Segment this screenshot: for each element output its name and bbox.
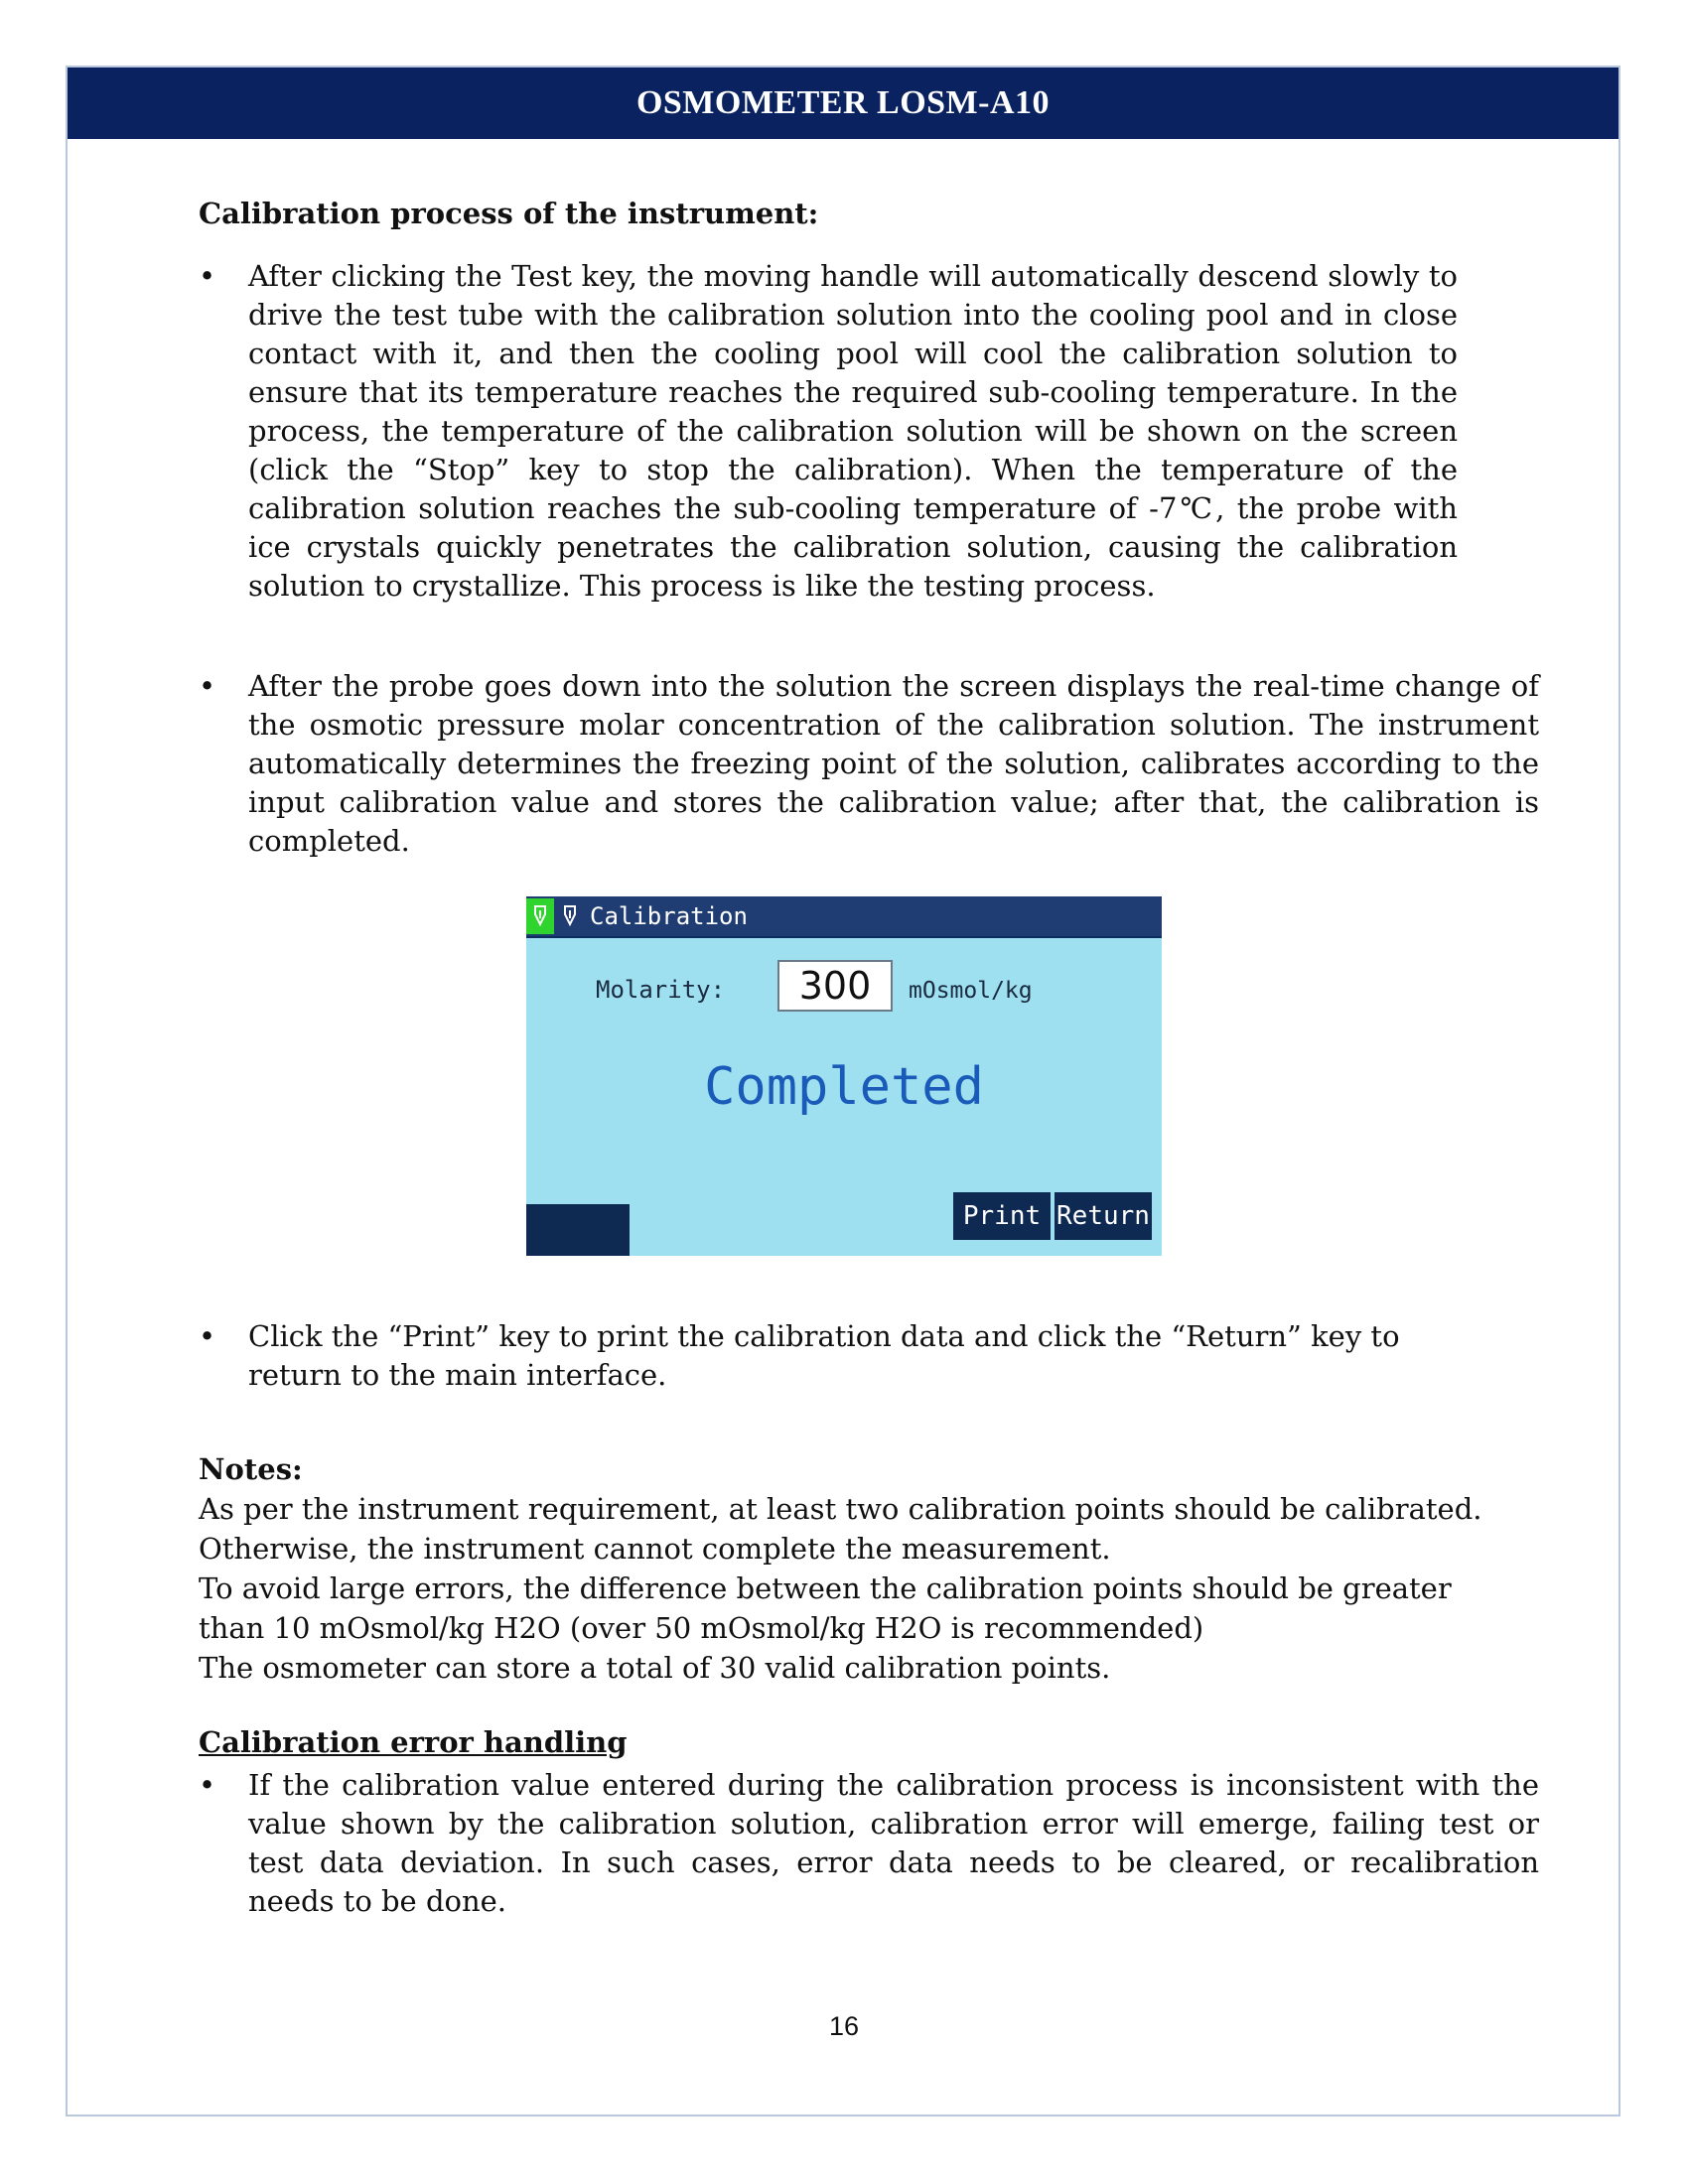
screen-title: Calibration: [590, 902, 748, 931]
probe-active-icon: [526, 898, 554, 934]
bullet-text: After the probe goes down into the solution the screen displays the real-time change of the osmotic pressure molar concentration of the calibration solution. The instrument automatically determines the freezing point of the solution, calibrates according to the input calibration value and stores the calibration value; after that, the calibration is completed.: [248, 669, 1539, 859]
notes-line-1: As per the instrument requirement, at least two calibration points should be calibrated.: [199, 1492, 1482, 1527]
bullet-icon: •: [199, 1768, 216, 1803]
calibration-screen-image: [526, 896, 1162, 1256]
notes-line-2: Otherwise, the instrument cannot complete the measurement.: [199, 1532, 1111, 1567]
bullet-icon: •: [199, 259, 216, 294]
return-button[interactable]: [1055, 1192, 1152, 1240]
molarity-value-field[interactable]: [777, 960, 893, 1012]
bullet-error-handling: [199, 1766, 1539, 1921]
notes-line-3: To avoid large errors, the difference between the calibration points should be greater: [199, 1571, 1452, 1606]
bullet-icon: •: [199, 669, 216, 704]
print-button-label: Print: [962, 1201, 1042, 1232]
bullet-calibration-complete: [199, 667, 1539, 861]
calibration-status: Completed: [704, 1057, 984, 1118]
molarity-label: Molarity:: [596, 976, 726, 1005]
molarity-value: 300: [798, 964, 872, 1009]
probe-icon: [556, 898, 584, 934]
return-button-label: Return: [1056, 1201, 1150, 1232]
bullet-text: If the calibration value entered during the calibration process is inconsistent with the value shown by the calibration solution, calibration error will emerge, failing test or test data deviation. In such cases, error data needs to be cleared, or recalibration needs to be done.: [248, 1768, 1539, 1919]
calibration-process-heading: Calibration process of the instrument:: [199, 197, 819, 230]
page-content: [199, 195, 1539, 1921]
bullet-text: After clicking the Test key, the moving handle will automatically descend slowly to drive the test tube with the calibration solution into the cooling pool and in close contact with it, and then the cooling pool will cool the calibration solution to ensure that its temperature reaches the required sub-cooling temperature. In the process, the temperature of the calibration solution will be shown on the screen (click the “Stop” key to stop the calibration). When the temperature of the calibration solution reaches the sub-cooling temperature of -7℃, the probe with ice crystals quickly penetrates the calibration solution, causing the calibration solution to crystallize. This process is like the testing process.: [248, 259, 1458, 604]
page-number: 16: [828, 2011, 860, 2041]
partial-button-bar: [526, 1244, 630, 1256]
notes-line-5: The osmometer can store a total of 30 valid calibration points.: [199, 1651, 1111, 1686]
bullet-print-return: [199, 1317, 1458, 1395]
notes-line-4: than 10 mOsmol/kg H2O (over 50 mOsmol/kg H2O is recommended): [199, 1611, 1204, 1646]
document-header: [68, 68, 1618, 139]
error-handling-heading: Calibration error handling: [199, 1725, 628, 1760]
molarity-unit: mOsmol/kg: [909, 978, 1033, 1005]
bullet-text: Click the “Print” key to print the calibration data and click the “Return” key to return to the main interface.: [248, 1319, 1400, 1393]
header-title: OSMOMETER LOSM-A10: [635, 84, 1051, 121]
print-button[interactable]: [953, 1192, 1051, 1240]
bullet-icon: •: [199, 1319, 216, 1354]
bullet-calibration-start: [199, 257, 1458, 606]
notes-heading: Notes:: [199, 1452, 303, 1487]
